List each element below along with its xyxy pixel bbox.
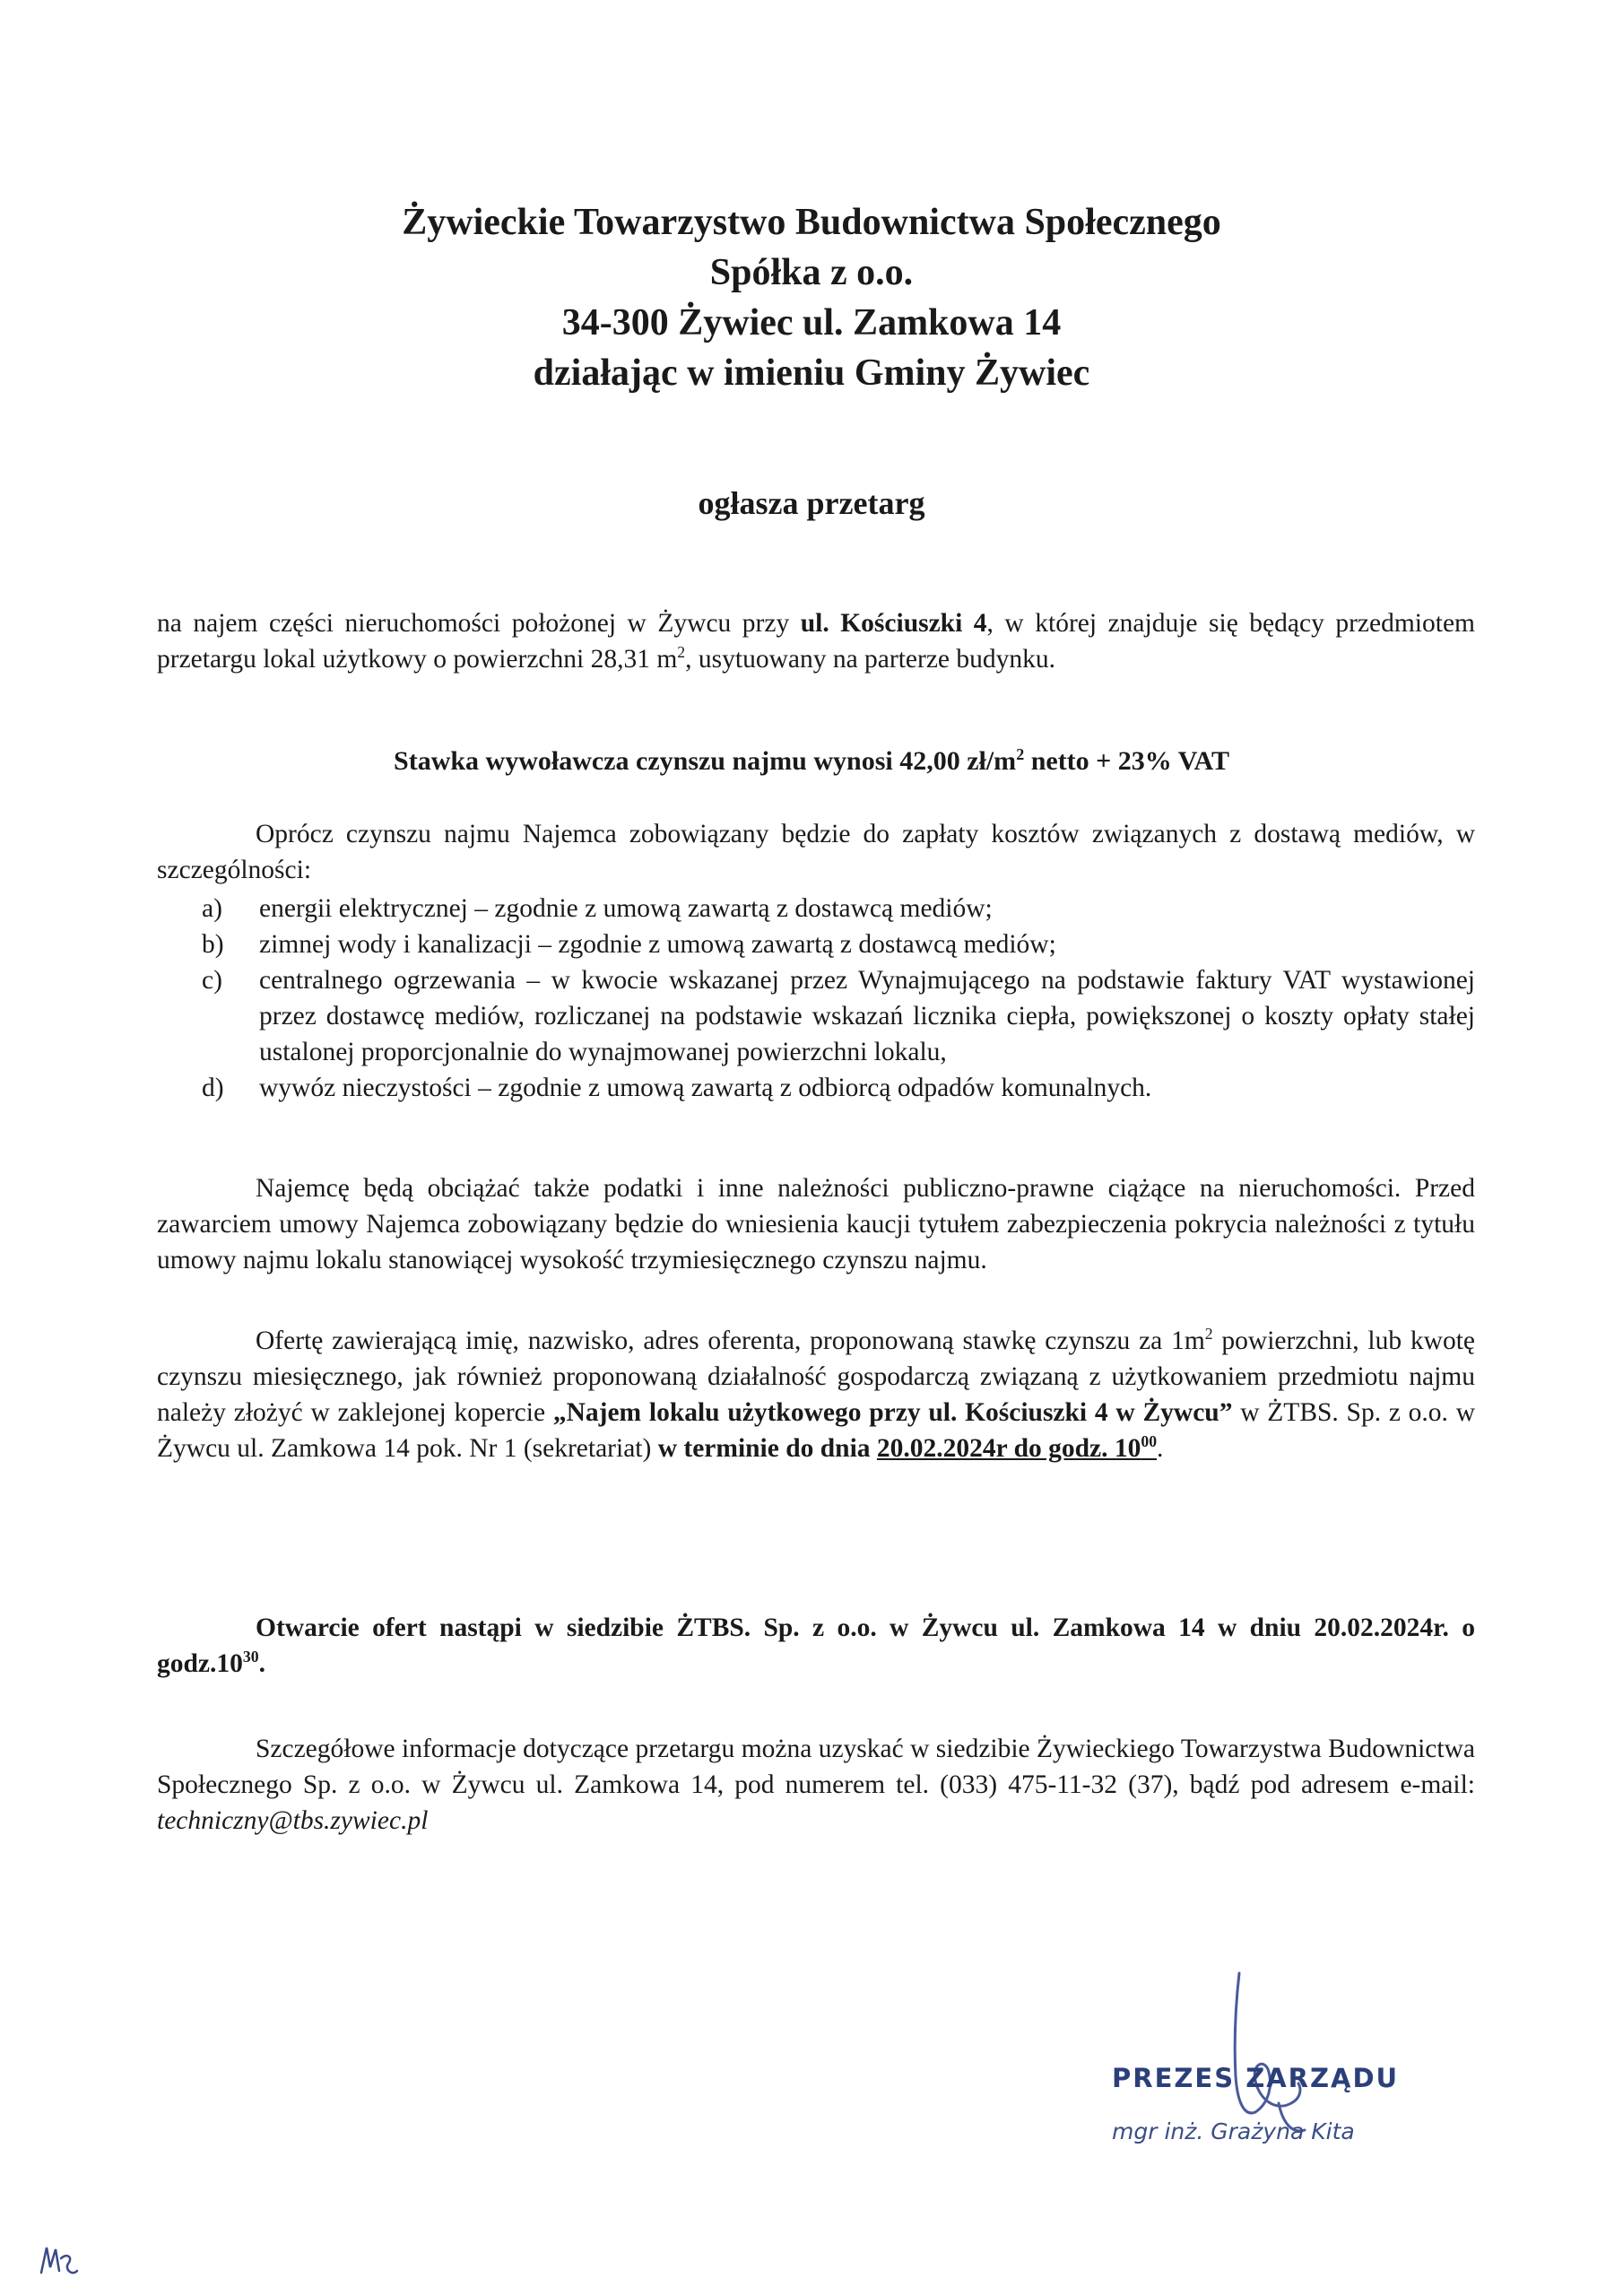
opening-text: Otwarcie ofert nastąpi w siedzibie ŻTBS. Sp. z o.o. w Żywcu ul. Zamkowa 14 w dniu 20.02.2024r. o godz.10 [157, 1613, 1475, 1678]
offer-text-1: Ofertę zawierającą imię, nazwisko, adres oferenta, proponowaną stawkę czynszu za 1m [256, 1326, 1205, 1355]
document-header [0, 197, 1623, 398]
offer-envelope-title: „Najem lokalu użytkowego przy ul. Kościuszki 4 w Żywcu” [552, 1398, 1233, 1427]
header-acting-for: działając w imieniu Gminy Żywiec [533, 352, 1090, 394]
rate-line [0, 746, 1623, 777]
intro-paragraph [157, 605, 1475, 677]
cost-item [157, 926, 1475, 962]
intro-text-3: , usytuowany na parterze budynku. [685, 645, 1056, 674]
cost-item-text: zimnej wody i kanalizacji – zgodnie z umową zawartą z dostawcą mediów; [259, 930, 1056, 959]
cost-item-text: centralnego ogrzewania – w kwocie wskazanej przez Wynajmującego na podstawie faktury VAT wystawionej przez dostawcę mediów, rozliczanej na podstawie wskazań licznika ciepła, powiększonej o koszty opłaty stałej ustalonej proporcjonalnie do wynajmowanej powierzchni lokalu, [259, 966, 1475, 1066]
offer-paragraph [157, 1323, 1475, 1466]
opening-end: . [258, 1649, 265, 1678]
offer-deadline-sup: 00 [1141, 1432, 1158, 1451]
initials-mark [38, 2240, 79, 2282]
offer-deadline-date: 20.02.2024r do godz. 10 [876, 1434, 1141, 1463]
cost-item-text: energii elektrycznej – zgodnie z umową zawartą z dostawcą mediów; [259, 894, 993, 923]
cost-item-marker: b) [202, 930, 224, 959]
opening-paragraph [157, 1610, 1475, 1682]
rate-text-2: netto + 23% VAT [1024, 746, 1229, 776]
rate-sup: 2 [1016, 745, 1025, 763]
intro-text-2: , w której znajduje się będący przedmiotem przetargu lokal użytkowy o powierzchni 28,31 m [157, 609, 1475, 674]
cost-item-text: wywóz nieczystości – zgodnie z umową zawartą z odbiorcą odpadów komunalnych. [259, 1074, 1152, 1102]
costs-list [157, 891, 1475, 1106]
cost-item-marker: c) [202, 966, 222, 995]
header-company-form: Spółka z o.o. [709, 252, 914, 293]
offer-deadline [877, 1434, 1157, 1463]
cost-item [157, 962, 1475, 1070]
costs-intro: Oprócz czynszu najmu Najemca zobowiązany będzie do zapłaty kosztów związanych z dostawą mediów, w szczególności: [157, 820, 1475, 884]
stamp-title: PREZES ZARZĄDU [1112, 2063, 1400, 2093]
cost-item-marker: d) [202, 1074, 224, 1102]
header-company-name: Żywieckie Towarzystwo Budownictwa Społecznego [402, 202, 1221, 243]
stamp-name: mgr inż. Grażyna Kita [1112, 2118, 1355, 2144]
info-paragraph [157, 1731, 1475, 1839]
intro-address: ul. Kościuszki 4 [800, 609, 987, 638]
opening-sup: 30 [242, 1648, 259, 1666]
rate-text-1: Stawka wywoławcza czynszu najmu wynosi 42,00 zł/m [394, 746, 1017, 776]
cost-item [157, 1070, 1475, 1106]
cost-item [157, 891, 1475, 926]
offer-text-2: powierzchni, lub kwotę czynszu miesięcznego, jak również proponowaną działalność gospodarczą związaną z użytkowaniem przedmiotu najmu należy złożyć w zaklejonej kopercie [157, 1326, 1475, 1427]
offer-deadline-label: w terminie do dnia [657, 1434, 877, 1463]
offer-sup: 2 [1204, 1325, 1213, 1344]
header-address: 34-300 Żywiec ul. Zamkowa 14 [561, 302, 1062, 344]
offer-text-3: w ŻTBS. Sp. z o.o. w Żywcu ul. Zamkowa 14 pok. Nr 1 (sekretariat) [157, 1398, 1475, 1463]
intro-sup: 2 [677, 643, 686, 662]
taxes-paragraph: Najemcę będą obciążać także podatki i inne należności publiczno-prawne ciążące na nieruchomości. Przed zawarciem umowy Najemca zobowiązany będzie do wniesienia kaucji tytułem zabezpieczenia pokrycia należności z tytułu umowy najmu lokalu stanowiącej wysokość trzymiesięcznego czynszu najmu. [157, 1174, 1475, 1274]
intro-text-1: na najem części nieruchomości położonej w Żywcu przy [157, 609, 801, 638]
announcement-title: ogłasza przetarg [698, 485, 925, 521]
info-text: Szczegółowe informacje dotyczące przetargu można uzyskać w siedzibie Żywieckiego Towarzystwa Budownictwa Społecznego Sp. z o.o. w Żywcu ul. Zamkowa 14, pod numerem tel. (033) 475-11-32 (37), bądź pod adresem e-mail: [157, 1735, 1475, 1799]
offer-end: . [1157, 1434, 1164, 1463]
cost-item-marker: a) [202, 894, 222, 923]
info-email: techniczny@tbs.zywiec.pl [157, 1806, 429, 1835]
